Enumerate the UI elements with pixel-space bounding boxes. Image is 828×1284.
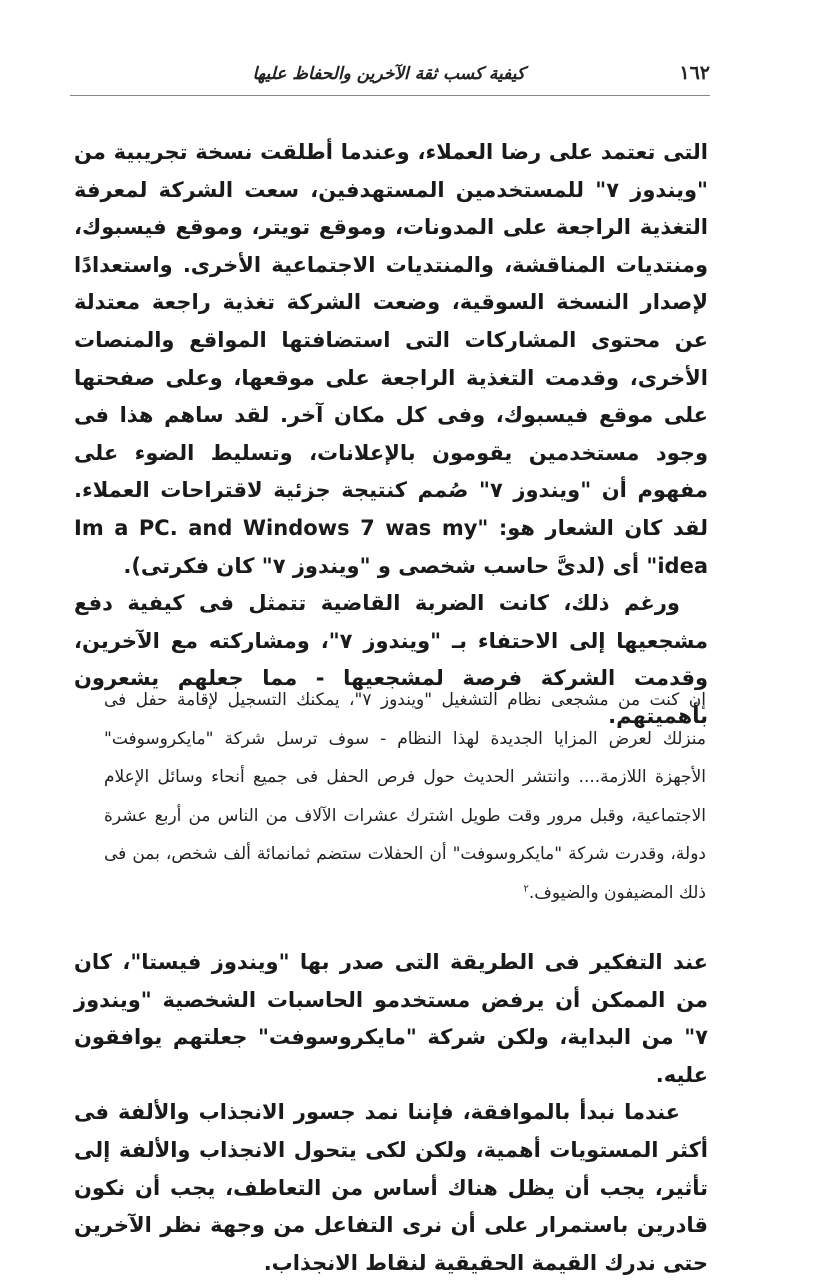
paragraph: عندما نبدأ بالموافقة، فإننا نمد جسور الانجذاب والألفة فى أكثر المستويات أهمية، ولكن لكى يتحول الانجذاب والألفة إلى تأثير، يجب أن يظل هناك أساس من التعاطف، يجب أن نكون قادرين باستمرار على أن نرى التفاعل من وجهة نظر الآخرين حتى ندرك القيمة الحقيقية لنقاط الانجذاب. [74, 1100, 708, 1275]
header-rule [70, 95, 710, 96]
paragraph: عند التفكير فى الطريقة التى صدر بها "ويندوز فيستا"، كان من الممكن أن يرفض مستخدمو الحاسبات الشخصية "ويندوز ٧" من البداية، ولكن شركة "مايكروسوفت" جعلتهم يوافقون عليه. [74, 950, 708, 1087]
block-quote [104, 681, 706, 913]
paragraph: التى تعتمد على رضا العملاء، وعندما أطلقت نسخة تجريبية من "ويندوز ٧" للمستخدمين المستهدفين، سعت الشركة لمعرفة التغذية الراجعة على المدونات، وموقع تويتر، وموقع فيسبوك، ومنتديات المناقشة، والمنتديات الاجتماعية الأخرى. واستعدادًا لإصدار النسخة السوقية، وضعت الشركة تغذية راجعة معتدلة عن محتوى المشاركات التى استضافتها المواقع والمنصات الأخرى، وقدمت التغذية الراجعة على موقعها، وعلى صفحتها على موقع فيسبوك، وفى كل مكان آخر. لقد ساهم هذا فى وجود مستخدمين يقومون بالإعلانات، وتسليط الضوء على مفهوم أن "ويندوز ٧" صُمم كنتيجة جزئية لاقتراحات العملاء. لقد كان الشعار هو: "Im a PC. and Windows 7 was my idea" أى (لدىَّ حاسب شخصى و "ويندوز ٧" كان فكرتى). [74, 140, 709, 578]
main-text-bottom [74, 944, 708, 1282]
running-title: كيفية كسب ثقة الآخرين والحفاظ عليها [252, 64, 525, 84]
main-text-top [74, 134, 708, 736]
quote-text [104, 681, 706, 913]
page-number: ١٦٢ [679, 62, 710, 84]
footnote-marker: ٢ [523, 883, 529, 895]
paragraph: ورغم ذلك، كانت الضربة القاضية تتمثل فى كيفية دفع مشجعيها إلى الاحتفاء بـ "ويندوز ٧"، ومشاركته مع الآخرين، وقدمت الشركة فرصة لمشجعيها - مما جعلهم يشعرون بأهميتهم. [74, 591, 708, 728]
page-header [70, 60, 710, 96]
quote-body: إن كنت من مشجعى نظام التشغيل "ويندوز ٧"، يمكنك التسجيل لإقامة حفل فى منزلك لعرض المزايا الجديدة لهذا النظام - سوف ترسل شركة "مايكروسوفت" الأجهزة اللازمة.... وانتشر الحديث حول فرص الحفل فى جميع أنحاء وسائل الإعلام الاجتماعية، وقبل مرور وقت طويل اشترك عشرات الآلاف من الناس من أربع عشرة دولة، وقدرت شركة "مايكروسوفت" أن الحفلات ستضم ثمانمائة ألف شخص، بمن فى ذلك المضيفون والضيوف. [104, 690, 706, 903]
